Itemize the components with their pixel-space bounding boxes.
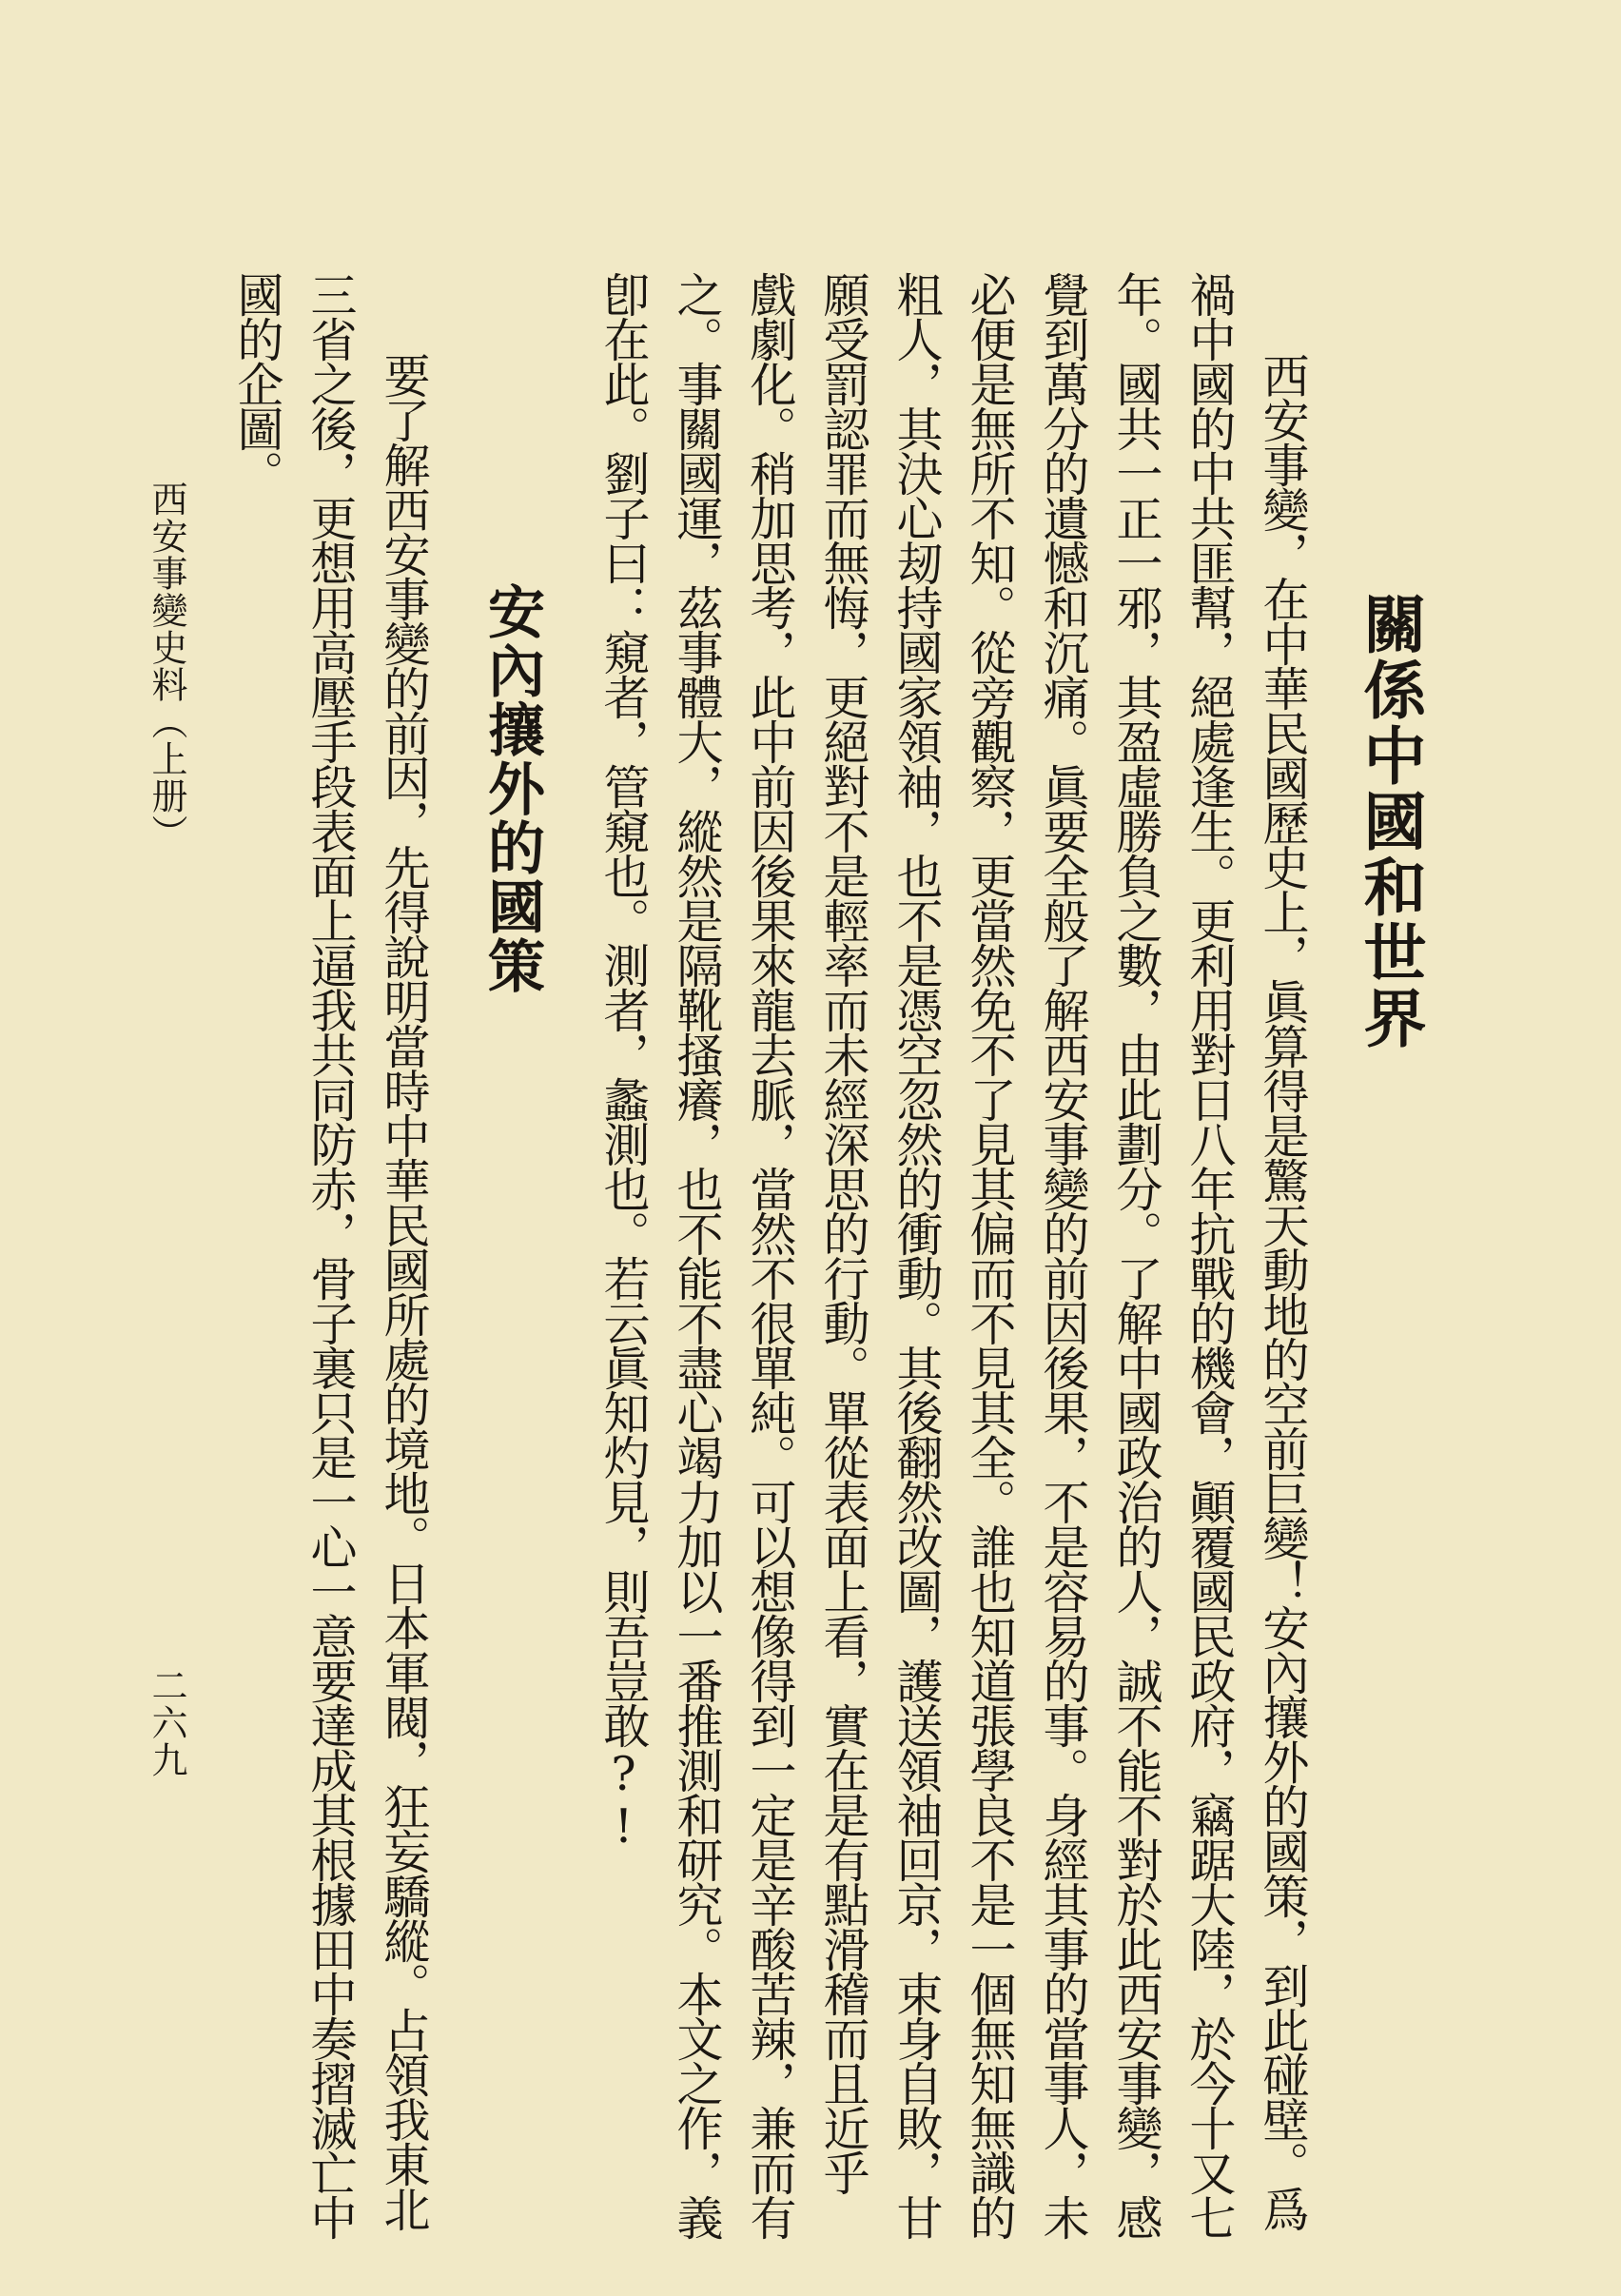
body-line-6: 粗人，其決心刼持國家領袖，也不是憑空忽然的衝動。其後翻然改圖，護送領袖回京，束身自敗，甘	[889, 271, 944, 2239]
book-title-footer: 西安事變史料（上册）	[146, 481, 187, 852]
body-line-12: 三省之後，更想用高壓手段表面上逼我共同防赤，骨子裏只是一心一意要達成其根據田中奏摺滅亡中	[303, 271, 358, 2239]
subsection-title: 安內攘外的國策	[478, 582, 545, 995]
body-line-4: 覺到萬分的遺憾和沉痛。眞要全般了解西安事變的前因後果，不是容易的事。身經其事的當事人，未	[1036, 271, 1090, 2239]
body-line-1: 西安事變，在中華民國歷史上，眞算得是驚天動地的空前巨變！安內攘外的國策，到此碰壁。爲	[1256, 352, 1310, 2230]
body-line-9: 之。事關國運，茲事體大，縱然是隔靴搔癢，也不能不盡心竭力加以一番推測和研究。本文之作，義	[670, 271, 724, 2239]
body-line-11: 要了解西安事變的前因，先得說明當時中華民國所處的境地。日本軍閥，狂妄驕縱。占領我東北	[377, 352, 431, 2230]
body-line-7: 願受罰認罪而無悔，更絕對不是輕率而未經深思的行動。單從表面上看，實在是有點滑稽而且近乎	[816, 271, 870, 2194]
body-line-8: 戲劇化。稍加思考，此中前因後果來龍去脈，當然不很單純。可以想像得到一定是辛酸苦辣，兼而有	[743, 271, 797, 2239]
page-number: 二六九	[146, 1667, 187, 1778]
body-line-3: 年。國共一正一邪，其盈虛勝負之數，由此劃分。了解中國政治的人，誠不能不對於此西安事變，感	[1109, 271, 1163, 2239]
body-line-13: 國的企圖。	[230, 271, 284, 495]
body-line-5: 必便是無所不知。從旁觀察，更當然免不了見其偏而不見其全。誰也知道張學良不是一個無知無識的	[963, 271, 1017, 2239]
section-title: 關係中國和世界	[1353, 592, 1427, 1051]
body-line-10: 卽在此。劉子曰：窺者，管窺也。測者，蠡測也。若云眞知灼見，則吾豈敢?!	[596, 271, 651, 1852]
body-line-2: 禍中國的中共匪幫，絕處逢生。更利用對日八年抗戰的機會，顚覆國民政府，竊踞大陸，於今十又七	[1182, 271, 1237, 2239]
